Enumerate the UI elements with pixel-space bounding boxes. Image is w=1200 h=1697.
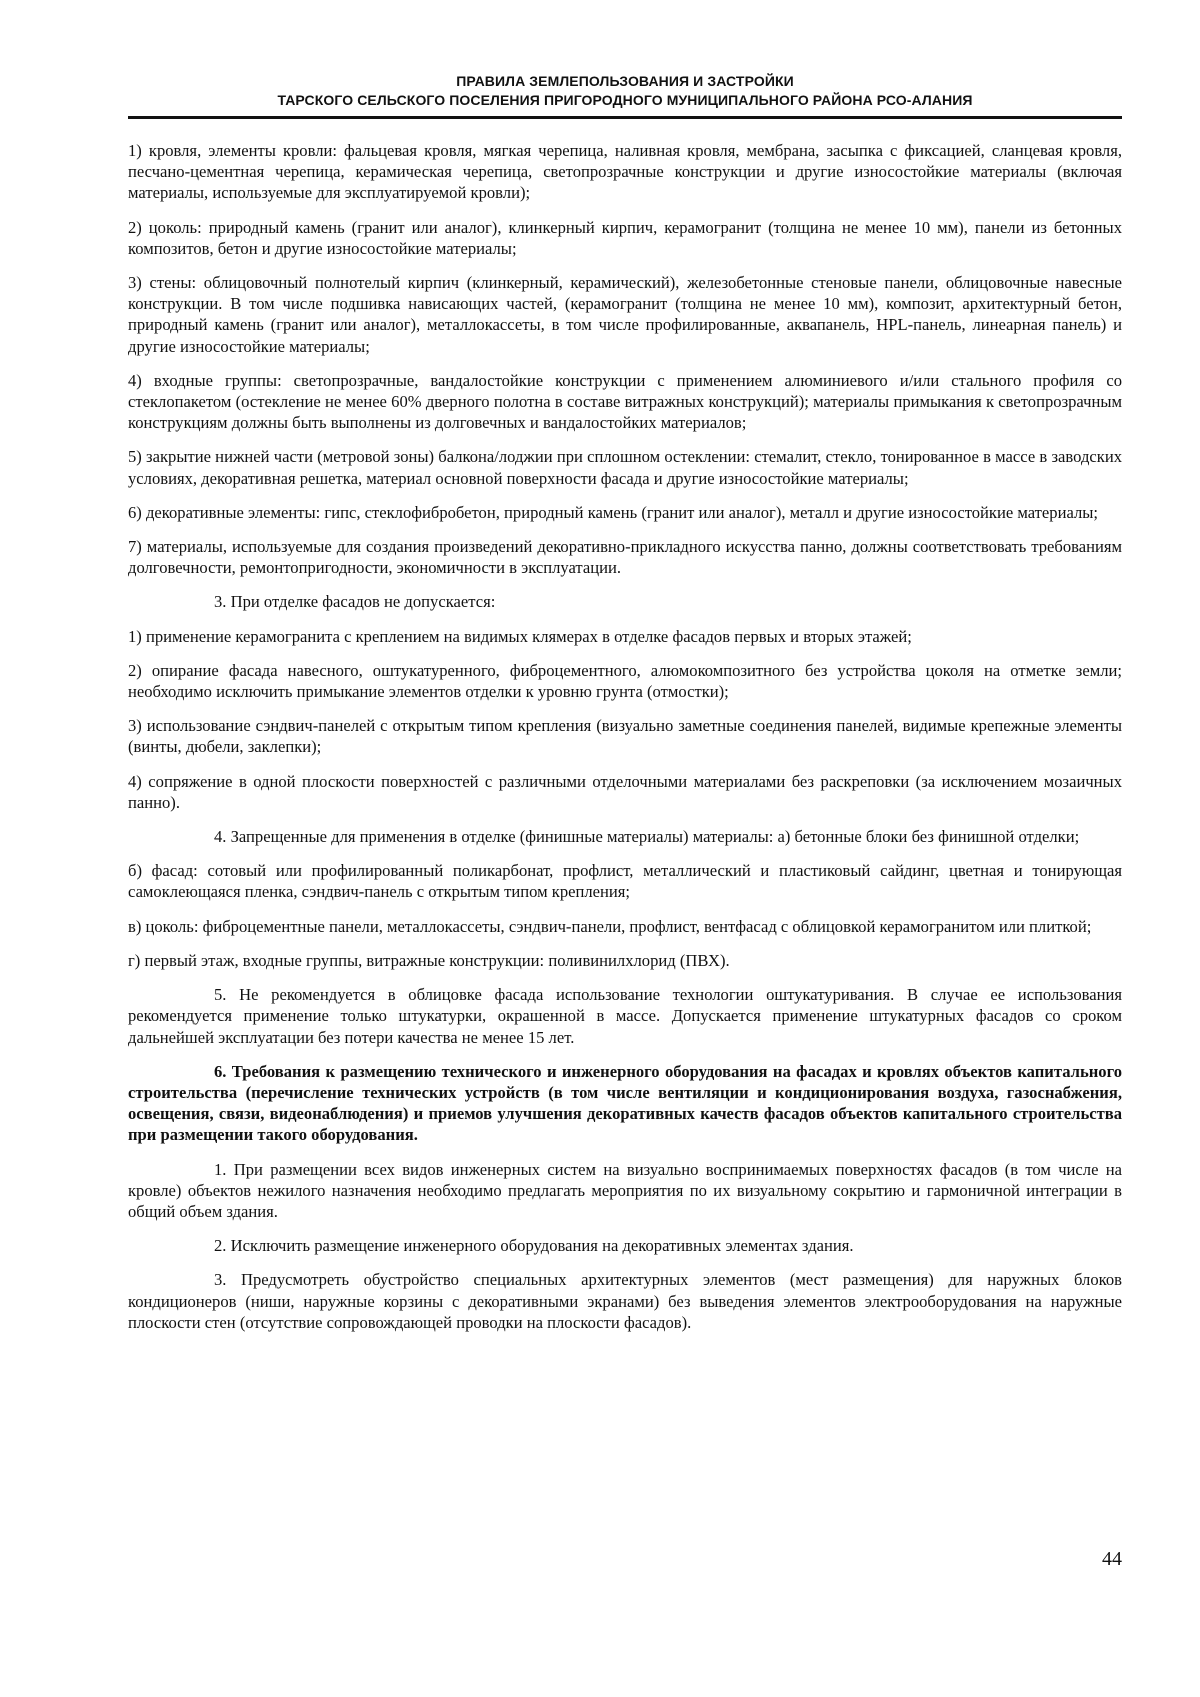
paragraph: 6) декоративные элементы: гипс, стеклофибробетон, природный камень (гранит или аналог), металл и другие износостойкие материалы; <box>128 502 1099 522</box>
paragraph: б) фасад: сотовый или профилированный поликарбонат, профлист, металлический и пластиковый сайдинг, цветная и тонирующая самоклеющаяся пленка, сэндвич-панель с открытым типом крепления; <box>128 861 1122 902</box>
paragraph: 1) кровля, элементы кровли: фальцевая кровля, мягкая черепица, наливная кровля, мембрана, засыпка с фиксацией, сланцевая кровля, песчано-цементная черепица, керамическая черепица, светопрозрачные конструкции и другие износостойкие материалы (включая материалы, используемые для эксплуатируемой кровли); <box>128 141 1122 203</box>
header-line-1: ПРАВИЛА ЗЕМЛЕПОЛЬЗОВАНИЯ И ЗАСТРОЙКИ <box>456 73 794 89</box>
paragraph: 1) применение керамогранита с креплением на видимых клямерах в отделке фасадов первых и вторых этажей; <box>128 626 912 646</box>
paragraph: 2) опирание фасада навесного, оштукатуренного, фиброцементного, алюмокомпозитного без устройства цоколя на отметке земли; необходимо исключить примыкание элементов отделки к уровню грунта (отмостки); <box>128 660 1122 702</box>
section-title: 6. Требования к размещению технического и инженерного оборудования на фасадах и кровлях объектов капитального строительства (перечисление технических устройств (в том числе вентиляции и кондиционирования воздуха, газоснабжения, освещения, связи, видеонаблюдения) и приемов улучшения декоративных качеств фасадов объектов капитального строительства при размещении такого оборудования. <box>128 1061 1122 1145</box>
paragraph: 3. Предусмотреть обустройство специальных архитектурных элементов (мест размещения) для наружных блоков кондиционеров (ниши, наружные корзины с декоративными экранами) без выведения элементов электрооборудования на наружные плоскости стен (отсутствие сопровождающей проводки на плоскости фасадов). <box>128 1270 1122 1332</box>
paragraph: 4) входные группы: светопрозрачные, вандалостойкие конструкции с применением алюминиевого и/или стального профиля со стеклопакетом (остекление не менее 60% дверного полотна в составе витражных конструкций); материалы примыкания к светопрозрачным конструкциям должны быть выполнены из долговечных и вандалостойких материалов; <box>128 370 1122 433</box>
paragraph: 2) цоколь: природный камень (гранит или аналог), клинкерный кирпич, керамогранит (толщина не менее 10 мм), панели из бетонных композитов, бетон и другие износостойкие материалы; <box>128 217 1122 258</box>
paragraph: 5. Не рекомендуется в облицовке фасада использование технологии оштукатуривания. В случае ее использования рекомендуется применение только штукатурки, окрашенной в массе. Допускается применение штукатурных фасадов со сроком дальнейшей эксплуатации без потери качества не менее 15 лет. <box>128 985 1122 1047</box>
header-line-2: ТАРСКОГО СЕЛЬСКОГО ПОСЕЛЕНИЯ ПРИГОРОДНОГО МУНИЦИПАЛЬНОГО РАЙОНА РСО-АЛАНИЯ <box>277 92 973 108</box>
paragraph: 5) закрытие нижней части (метровой зоны) балкона/лоджии при сплошном остеклении: стемалит, стекло, тонированное в массе в заводских условиях, декоративная решетка, материал основной поверхности фасада и другие износостойкие материалы; <box>128 447 1122 488</box>
paragraph: 4) сопряжение в одной плоскости поверхностей с различными отделочными материалами без раскреповки (за исключением мозаичных панно). <box>128 771 1122 812</box>
paragraph: 7) материалы, используемые для создания произведений декоративно-прикладного искусства панно, должны соответствовать требованиям долговечности, ремонтопригодности, экономичности в эксплуатации. <box>128 537 1122 578</box>
paragraph: в) цоколь: фиброцементные панели, металлокассеты, сэндвич-панели, профлист, вентфасад с облицовкой керамогранитом или плиткой; <box>128 916 1092 936</box>
paragraph: 3) стены: облицовочный полнотелый кирпич (клинкерный, керамический), железобетонные стеновые панели, облицовочные навесные конструкции. В том числе подшивка нависающих частей, (керамогранит (толщина не менее 10 мм), композит, архитектурный бетон, природный камень (гранит или аналог), металлокассеты, в том числе профилированные, аквапанель, HPL-панель, линеарная панель) и другие износостойкие материалы; <box>128 273 1122 356</box>
paragraph: 2. Исключить размещение инженерного оборудования на декоративных элементах здания. <box>214 1236 854 1256</box>
paragraph: 3) использование сэндвич-панелей с открытым типом крепления (визуально заметные соединения панелей, видимые крепежные элементы (винты, дюбели, заклепки); <box>128 716 1122 757</box>
running-header <box>128 72 1122 110</box>
document-body <box>128 140 1122 1346</box>
page-number: 44 <box>1102 1548 1122 1570</box>
paragraph: 1. При размещении всех видов инженерных систем на визуально воспринимаемых поверхностях фасадов (в том числе на кровле) объектов нежилого назначения необходимо предлагать мероприятия по их визуальному сокрытию и гармоничной интеграции в общий объем здания. <box>128 1159 1122 1221</box>
paragraph: г) первый этаж, входные группы, витражные конструкции: поливинилхлорид (ПВХ). <box>128 950 730 970</box>
section-heading: 3. При отделке фасадов не допускается: <box>214 592 496 612</box>
header-divider <box>128 116 1122 119</box>
paragraph: 4. Запрещенные для применения в отделке (финишные материалы) материалы: а) бетонные блоки без финишной отделки; <box>214 827 1080 847</box>
